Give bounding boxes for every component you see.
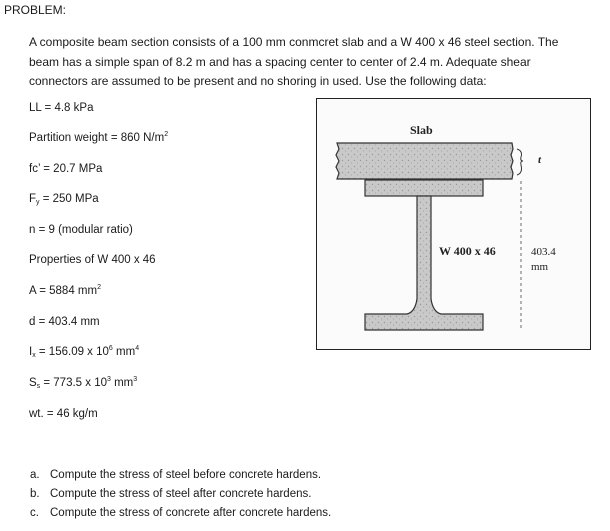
top-flange xyxy=(365,180,483,196)
partition-weight: Partition weight = 860 $N/m^2$ xyxy=(29,131,169,144)
depth-value-label: 403.4 xyxy=(531,246,556,258)
problem-statement: A composite beam section consists of a 100 mm conmcret slab and a W 400 x 46 steel section. The beam has a simple span of 8.2 m and has a spacing center to center of 2.4 m. Adequate shear connectors are assumed to be present and no shoring in used. Use the following data: xyxy=(29,35,559,88)
moment-of-inertia: $I_x = 156.09$ x $10^6$ $mm^4$ xyxy=(29,345,140,359)
beam-section-drawing xyxy=(317,99,589,348)
slab-thickness-bracket xyxy=(517,149,523,175)
concrete-slab xyxy=(336,143,513,179)
web xyxy=(417,196,431,312)
depth: d = 403.4 mm xyxy=(29,316,100,328)
question-c: c. Compute the stress of concrete after concrete hardens. xyxy=(30,507,332,519)
slab-thickness-label: t xyxy=(538,154,542,166)
properties-heading: Properties of W 400 x 46 xyxy=(29,254,156,266)
area: A = 5884 $mm^2$ xyxy=(29,284,101,297)
live-load: LL = 4.8 kPa xyxy=(29,102,94,114)
weight: wt. = 46 kg/m xyxy=(29,408,98,420)
depth-unit-label: mm xyxy=(531,261,549,273)
section-modulus: $S_s = 773.5$ x $10^3$ $mm^3$ xyxy=(29,376,138,390)
question-a: a. Compute the stress of steel before concrete hardens. xyxy=(30,469,322,481)
bottom-flange xyxy=(365,299,483,330)
section-label: W 400 x 46 xyxy=(439,244,496,258)
steel-yield-strength: $F_y = 250$ MPa xyxy=(29,193,99,206)
concrete-strength: fc’ = 20.7 MPa xyxy=(29,163,103,175)
slab-label: Slab xyxy=(410,123,433,137)
problem-heading: PROBLEM: xyxy=(4,3,67,17)
modular-ratio: n = 9 (modular ratio) xyxy=(29,224,133,236)
question-b: b. Compute the stress of steel after concrete hardens. xyxy=(30,488,312,500)
beam-section-figure xyxy=(316,98,591,350)
